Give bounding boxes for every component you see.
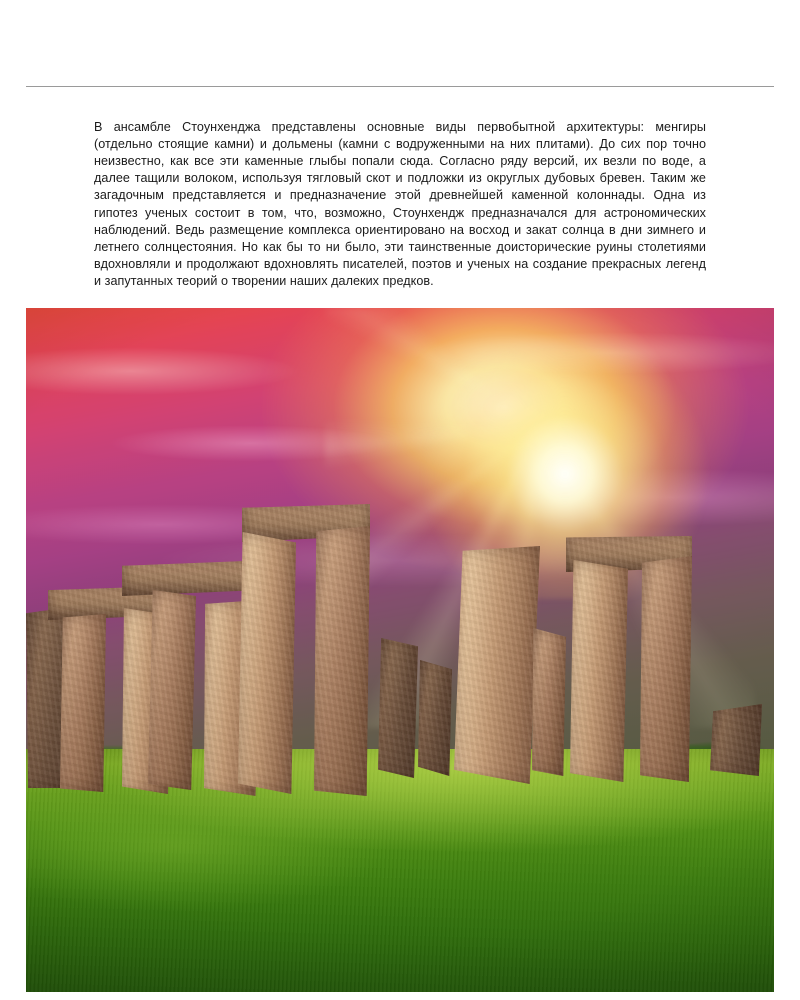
stone-texture <box>238 532 296 794</box>
stone-right-post-b <box>640 556 692 782</box>
stone-center-left-post-2 <box>314 526 370 796</box>
stonehenge-photo <box>26 308 774 992</box>
stone-center-left-post <box>238 532 296 794</box>
stone-texture <box>60 614 106 792</box>
stone-center-right-small <box>532 628 566 776</box>
stone-texture <box>710 704 762 776</box>
stone-texture <box>418 660 452 776</box>
stone-center-right <box>454 546 540 784</box>
stone-left-c <box>148 590 196 790</box>
stone-back-a <box>378 638 418 778</box>
stone-texture <box>454 546 540 784</box>
stone-texture <box>570 560 628 782</box>
stone-texture <box>378 638 418 778</box>
photo-canvas <box>26 308 774 992</box>
stone-texture <box>148 590 196 790</box>
stone-texture <box>532 628 566 776</box>
stone-texture <box>640 556 692 782</box>
stone-texture <box>314 526 370 796</box>
body-paragraph: В ансамбле Стоунхенджа представлены основные виды первобытной архитектуры: менгиры (отдельно стоящие камни) и дольмены (камни с водруженными на них плитами). До сих пор точно неизвестно, как все эти каменные глыбы попали сюда. Согласно ряду версий, их везли по воде, а далее тащили волоком, используя тягловый скот и подложки из округлых дубовых бревен. Таким же загадочным представляется и предназначение этой древнейшей каменной колоннады. Одна из гипотез ученых состоит в том, что, возможно, Стоунхендж предназначался для астрономических наблюдений. Ведь размещение комплекса ориентировано на восход и закат солнца в дни зимнего и летнего солнцестояния. Но как бы то ни было, эти таинственные доисторические руины столетиями вдохновляли и продолжают вдохновлять писателей, поэтов и ученых на создание прекрасных легенд и запутанных теорий о творении наших далеких предков. <box>94 119 706 289</box>
stone-right-post-a <box>570 560 628 782</box>
stone-far-right <box>710 704 762 776</box>
stone-back-b <box>418 660 452 776</box>
header-divider <box>26 86 774 87</box>
stone-left-a <box>60 614 106 792</box>
